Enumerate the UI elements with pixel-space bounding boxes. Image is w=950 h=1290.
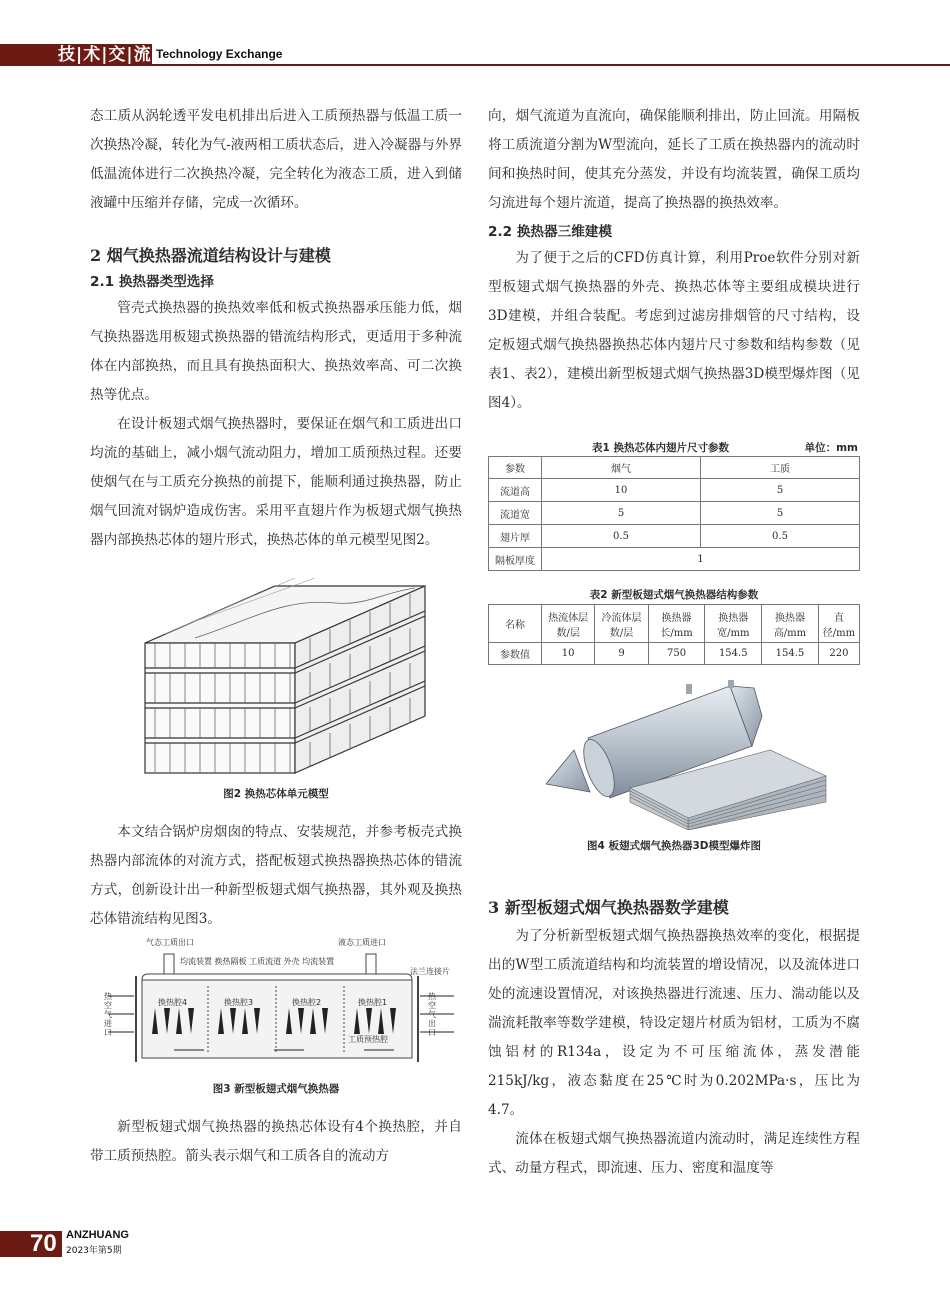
table-cell: 5 xyxy=(701,502,860,525)
table-cell: 流道宽 xyxy=(489,502,542,525)
table-row xyxy=(489,525,860,548)
hot-air-inlet-label: 热空气进口 xyxy=(104,992,112,1037)
figure-4-exploded-model xyxy=(540,680,830,830)
magazine-name: ANZHUANG xyxy=(66,1229,129,1241)
table-1-title-row xyxy=(488,440,860,456)
table-cell: 工质 xyxy=(701,457,860,479)
left-para-2: 管壳式换热器的换热效率低和板式换热器承压能力低，烟气换热器选用板翅式换热器的错流结构形式，更适用于多种流体在内部换热，而且具有换热面积大、换热效率高、可二次换热等优点。 xyxy=(90,300,462,403)
right-para-4: 流体在板翅式烟气换热器流道内流动时，满足连续性方程式、动量方程式，即流速、压力、密度和温度等 xyxy=(488,1131,860,1176)
table-cell: 直径/mm xyxy=(818,605,859,643)
table-cell: 翅片厚 xyxy=(489,525,542,548)
table-cell: 9 xyxy=(595,643,648,665)
component-labels: 均流装置 换热隔板 工质流道 外壳 均流装置 xyxy=(180,957,335,966)
right-para-2: 为了便于之后的CFD仿真计算，利用Proe软件分别对新型板翅式烟气换热器的外壳、换热芯体等主要组成模块进行3D建模，并组合装配。考虑到过滤房排烟管的尺寸结构，设定板翅式烟气换热器换热芯体内翅片尺寸参数和结构参数（见表1、表2），建模出新型板翅式烟气换热器3D模型爆炸图（见图4）。 xyxy=(488,250,860,411)
left-column-top xyxy=(90,102,462,555)
left-column-mid xyxy=(90,818,462,934)
figure-4-caption: 图4 板翅式烟气换热器3D模型爆炸图 xyxy=(587,840,761,852)
table-row xyxy=(489,643,860,665)
table-cell: 参数 xyxy=(489,457,542,479)
table-cell: 220 xyxy=(818,643,859,665)
table-cell: 10 xyxy=(542,479,701,502)
table-cell: 换热器长/mm xyxy=(648,605,705,643)
preheat-cavity-label: 工质预热腔 xyxy=(348,1035,388,1044)
table-row xyxy=(489,479,860,502)
table-cell: 5 xyxy=(542,502,701,525)
section-2-1-heading: 2.1 换热器类型选择 xyxy=(90,274,214,290)
table-cell: 5 xyxy=(701,479,860,502)
table-2-title: 表2 新型板翅式烟气换热器结构参数 xyxy=(589,589,759,601)
hot-air-outlet-label: 热空气出口 xyxy=(428,992,436,1037)
table-1 xyxy=(488,456,860,571)
table-cell: 参数值 xyxy=(489,643,542,665)
right-column-bottom xyxy=(488,894,860,1183)
left-para-1: 态工质从涡轮透平发电机排出后进入工质预热器与低温工质一次换热冷凝，转化为气-液两相工质状态后，进入冷凝器与外界低温流体进行二次换热冷凝，完全转化为液态工质，进入到储液罐中压缩并存储，完成一次循环。 xyxy=(90,108,462,211)
table-row xyxy=(489,457,860,479)
table-cell: 烟气 xyxy=(542,457,701,479)
liquid-inlet-label: 液态工质进口 xyxy=(338,938,386,947)
table-1-title: 表1 换热芯体内翅片尺寸参数 xyxy=(592,442,729,454)
section-3-heading: 3 新型板翅式烟气换热器数学建模 xyxy=(488,898,729,917)
table-cell: 流道高 xyxy=(489,479,542,502)
issue-label: 2023年第5期 xyxy=(66,1246,122,1256)
table-row xyxy=(489,548,860,571)
page-number: 70 xyxy=(30,1230,57,1257)
table-cell: 154.5 xyxy=(762,643,819,665)
table-cell: 冷流体层数/层 xyxy=(595,605,648,643)
table-cell: 0.5 xyxy=(542,525,701,548)
cavity-3-label: 换热腔3 xyxy=(224,998,254,1007)
right-para-3: 为了分析新型板翅式烟气换热器换热效率的变化，根据提出的W型工质流道结构和均流装置的增设情况，以及流体进口处的流速设置情况，对该换热器进行流速、压力、湍动能以及湍流耗散率等数学建模，特设定翅片材质为铝材，工质为不腐蚀铝材的R134a，设定为不可压缩流体，蒸发潜能215kJ/kg，液态黏度在25℃时为0.202MPa·s，压比为4.7。 xyxy=(488,928,860,1118)
table-cell: 154.5 xyxy=(705,643,762,665)
table-cell: 0.5 xyxy=(701,525,860,548)
section-2-heading: 2 烟气换热器流道结构设计与建模 xyxy=(90,246,331,265)
table-cell: 10 xyxy=(542,643,595,665)
right-column-top xyxy=(488,102,860,418)
table-row xyxy=(489,502,860,525)
flange-label: 法兰连接片 xyxy=(410,967,450,976)
left-column-bottom xyxy=(90,1113,462,1171)
section-title-en: Technology Exchange xyxy=(156,47,283,61)
header-rule xyxy=(152,64,950,66)
table-cell: 热流体层数/层 xyxy=(542,605,595,643)
cavity-1-label: 换热腔1 xyxy=(358,998,388,1007)
left-para-5: 新型板翅式烟气换热器的换热芯体设有4个换热腔，并自带工质预热腔。箭头表示烟气和工质各自的流动方 xyxy=(90,1119,462,1164)
table-1-unit: 单位：mm xyxy=(804,442,858,454)
table-cell: 隔板厚度 xyxy=(489,548,542,571)
table-cell: 750 xyxy=(648,643,705,665)
table-cell: 名称 xyxy=(489,605,542,643)
figure-2-caption: 图2 换热芯体单元模型 xyxy=(223,788,329,800)
left-para-4: 本文结合锅炉房烟囱的特点、安装规范，并参考板壳式换热器内部流体的对流方式，搭配板翅式换热器换热芯体的错流方式，创新设计出一种新型板翅式烟气换热器，其外观及换热芯体错流结构见图3。 xyxy=(90,824,462,927)
right-para-1: 向，烟气流道为直流向，确保能顺利排出，防止回流。用隔板将工质流道分割为W型流向，延长了工质在换热器内的流动时间和换热时间，使其充分蒸发，并设有均流装置，确保工质均匀流进每个翅片流道，提高了换热器的换热效率。 xyxy=(488,108,860,211)
gas-outlet-label: 气态工质出口 xyxy=(146,938,194,947)
section-2-2-heading: 2.2 换热器三维建模 xyxy=(488,224,612,240)
cavity-2-label: 换热腔2 xyxy=(292,998,322,1007)
section-title-cn: 技|术|交|流 xyxy=(58,45,152,65)
table-cell: 1 xyxy=(542,548,860,571)
figure-3-caption: 图3 新型板翅式烟气换热器 xyxy=(212,1083,340,1095)
table-cell: 换热器宽/mm xyxy=(705,605,762,643)
figure-3-exchanger xyxy=(104,936,460,1076)
cavity-4-label: 换热腔4 xyxy=(158,998,188,1007)
table-2 xyxy=(488,604,860,665)
table-row xyxy=(489,605,860,643)
table-cell: 换热器高/mm xyxy=(762,605,819,643)
left-para-3: 在设计板翅式烟气换热器时，要保证在烟气和工质进出口均流的基础上，减小烟气流动阻力，增加工质预热过程。还要使烟气在与工质充分换热的前提下，能顺利通过换热器，防止烟气回流对锅炉造成伤害。采用平直翅片作为板翅式烟气换热器内部换热芯体的翅片形式，换热芯体的单元模型见图2。 xyxy=(90,416,462,548)
figure-2-core-model xyxy=(135,578,435,783)
